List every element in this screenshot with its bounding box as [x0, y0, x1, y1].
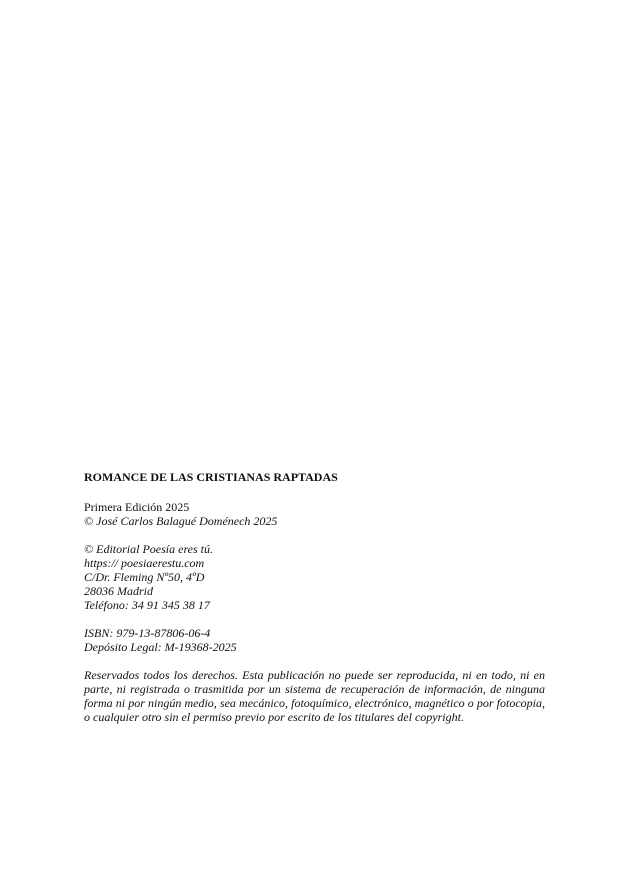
colophon: [84, 470, 545, 724]
publisher-phone: Teléfono: 34 91 345 38 17: [84, 598, 210, 612]
publisher-website: https:// poesiaerestu.com: [84, 556, 205, 570]
legal-deposit: Depósito Legal: M-19368-2025: [84, 640, 237, 654]
publisher-postal-city: 28036 Madrid: [84, 584, 153, 598]
publisher-block: [84, 542, 545, 612]
publisher-address: C/Dr. Fleming Nº50, 4ºD: [84, 570, 205, 584]
publisher-name: © Editorial Poesía eres tú.: [84, 542, 213, 556]
isbn: ISBN: 979-13-87806-06-4: [84, 626, 211, 640]
first-edition: Primera Edición 2025: [84, 500, 190, 514]
rights-notice: Reservados todos los derechos. Esta publicación no puede ser reproducida, ni en todo, ni en parte, ni registrada o trasmitida por un sistema de recuperación de información, de ninguna forma ni por ningún medio, sea mecánico, fotoquímico, electrónico, magnético o por fotocopia, o cualquier otro sin el permiso previo por escrito de los titulares del copyright.: [84, 668, 545, 724]
identifiers-block: [84, 626, 545, 654]
author-copyright: © José Carlos Balagué Doménech 2025: [84, 514, 278, 528]
edition-block: [84, 500, 545, 528]
book-title: ROMANCE DE LAS CRISTIANAS RAPTADAS: [84, 470, 338, 484]
